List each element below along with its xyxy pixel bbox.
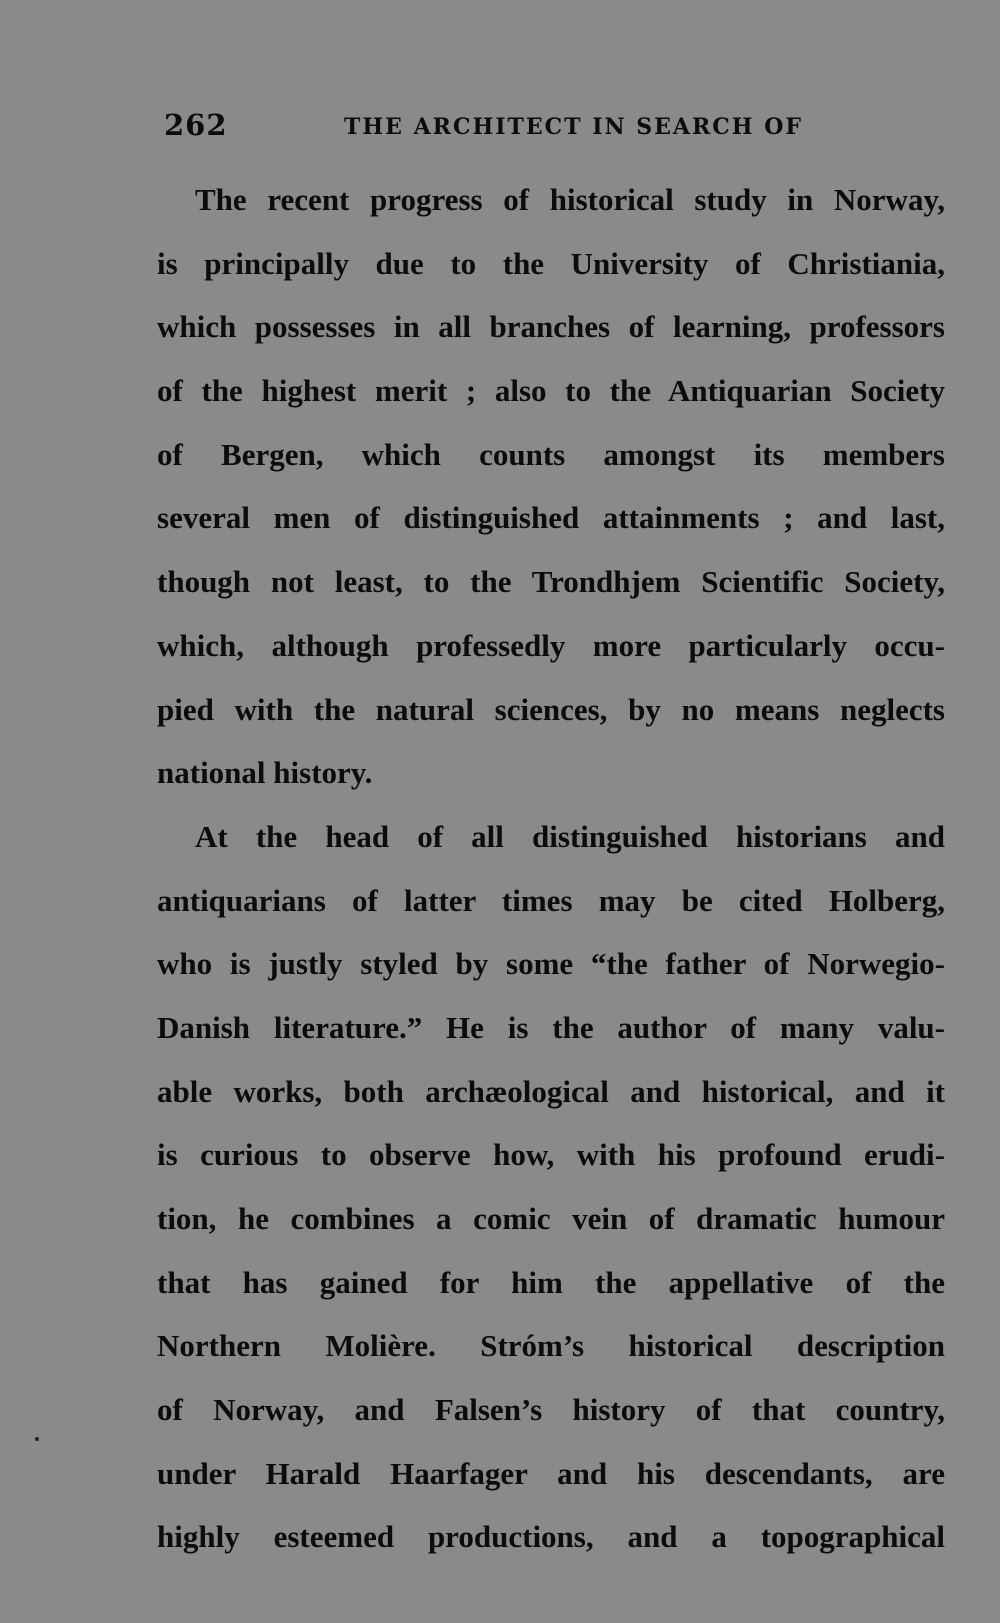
- body-text: [157, 168, 945, 1569]
- text-line: who is justly styled by some “the father of Norwegio-: [157, 946, 945, 982]
- text-line: is curious to observe how, with his profound erudi-: [157, 1137, 945, 1173]
- text-line: of Norway, and Falsen’s history of that country,: [157, 1392, 945, 1428]
- text-line: which, although professedly more particularly occu-: [157, 627, 945, 663]
- text-line: which possesses in all branches of learning, professors: [157, 309, 945, 345]
- text-line: though not least, to the Trondhjem Scientific Society,: [157, 564, 945, 600]
- running-head: THE ARCHITECT IN SEARCH OF: [344, 114, 804, 140]
- text-line: The recent progress of historical study in Norway,: [195, 182, 945, 217]
- text-line: antiquarians of latter times may be cited Holberg,: [157, 882, 945, 918]
- text-line: At the head of all distinguished historians and: [195, 818, 945, 854]
- text-line: Danish literature.” He is the author of many valu-: [157, 1009, 945, 1045]
- text-line: able works, both archæological and historical, and it: [157, 1073, 945, 1109]
- text-line: of the highest merit ; also to the Antiquarian Society: [157, 373, 945, 409]
- text-line: tion, he combines a comic vein of dramatic humour: [157, 1201, 945, 1236]
- text-line: Northern Molière. Stróm’s historical description: [157, 1328, 945, 1364]
- text-line: of Bergen, which counts amongst its members: [157, 436, 945, 472]
- text-line: highly esteemed productions, and a topographical: [157, 1519, 945, 1555]
- page-number: 262: [164, 108, 228, 142]
- text-line: several men of distinguished attainments ; and last,: [157, 500, 945, 536]
- text-line: national history.: [157, 755, 373, 791]
- text-line: pied with the natural sciences, by no means neglects: [157, 691, 945, 727]
- text-line: that has gained for him the appellative of the: [157, 1264, 945, 1300]
- scan-speck: [35, 1437, 39, 1441]
- text-line: under Harald Haarfager and his descendants, are: [157, 1455, 945, 1491]
- page-header: [164, 108, 944, 148]
- text-line: is principally due to the University of Christiania,: [157, 245, 945, 281]
